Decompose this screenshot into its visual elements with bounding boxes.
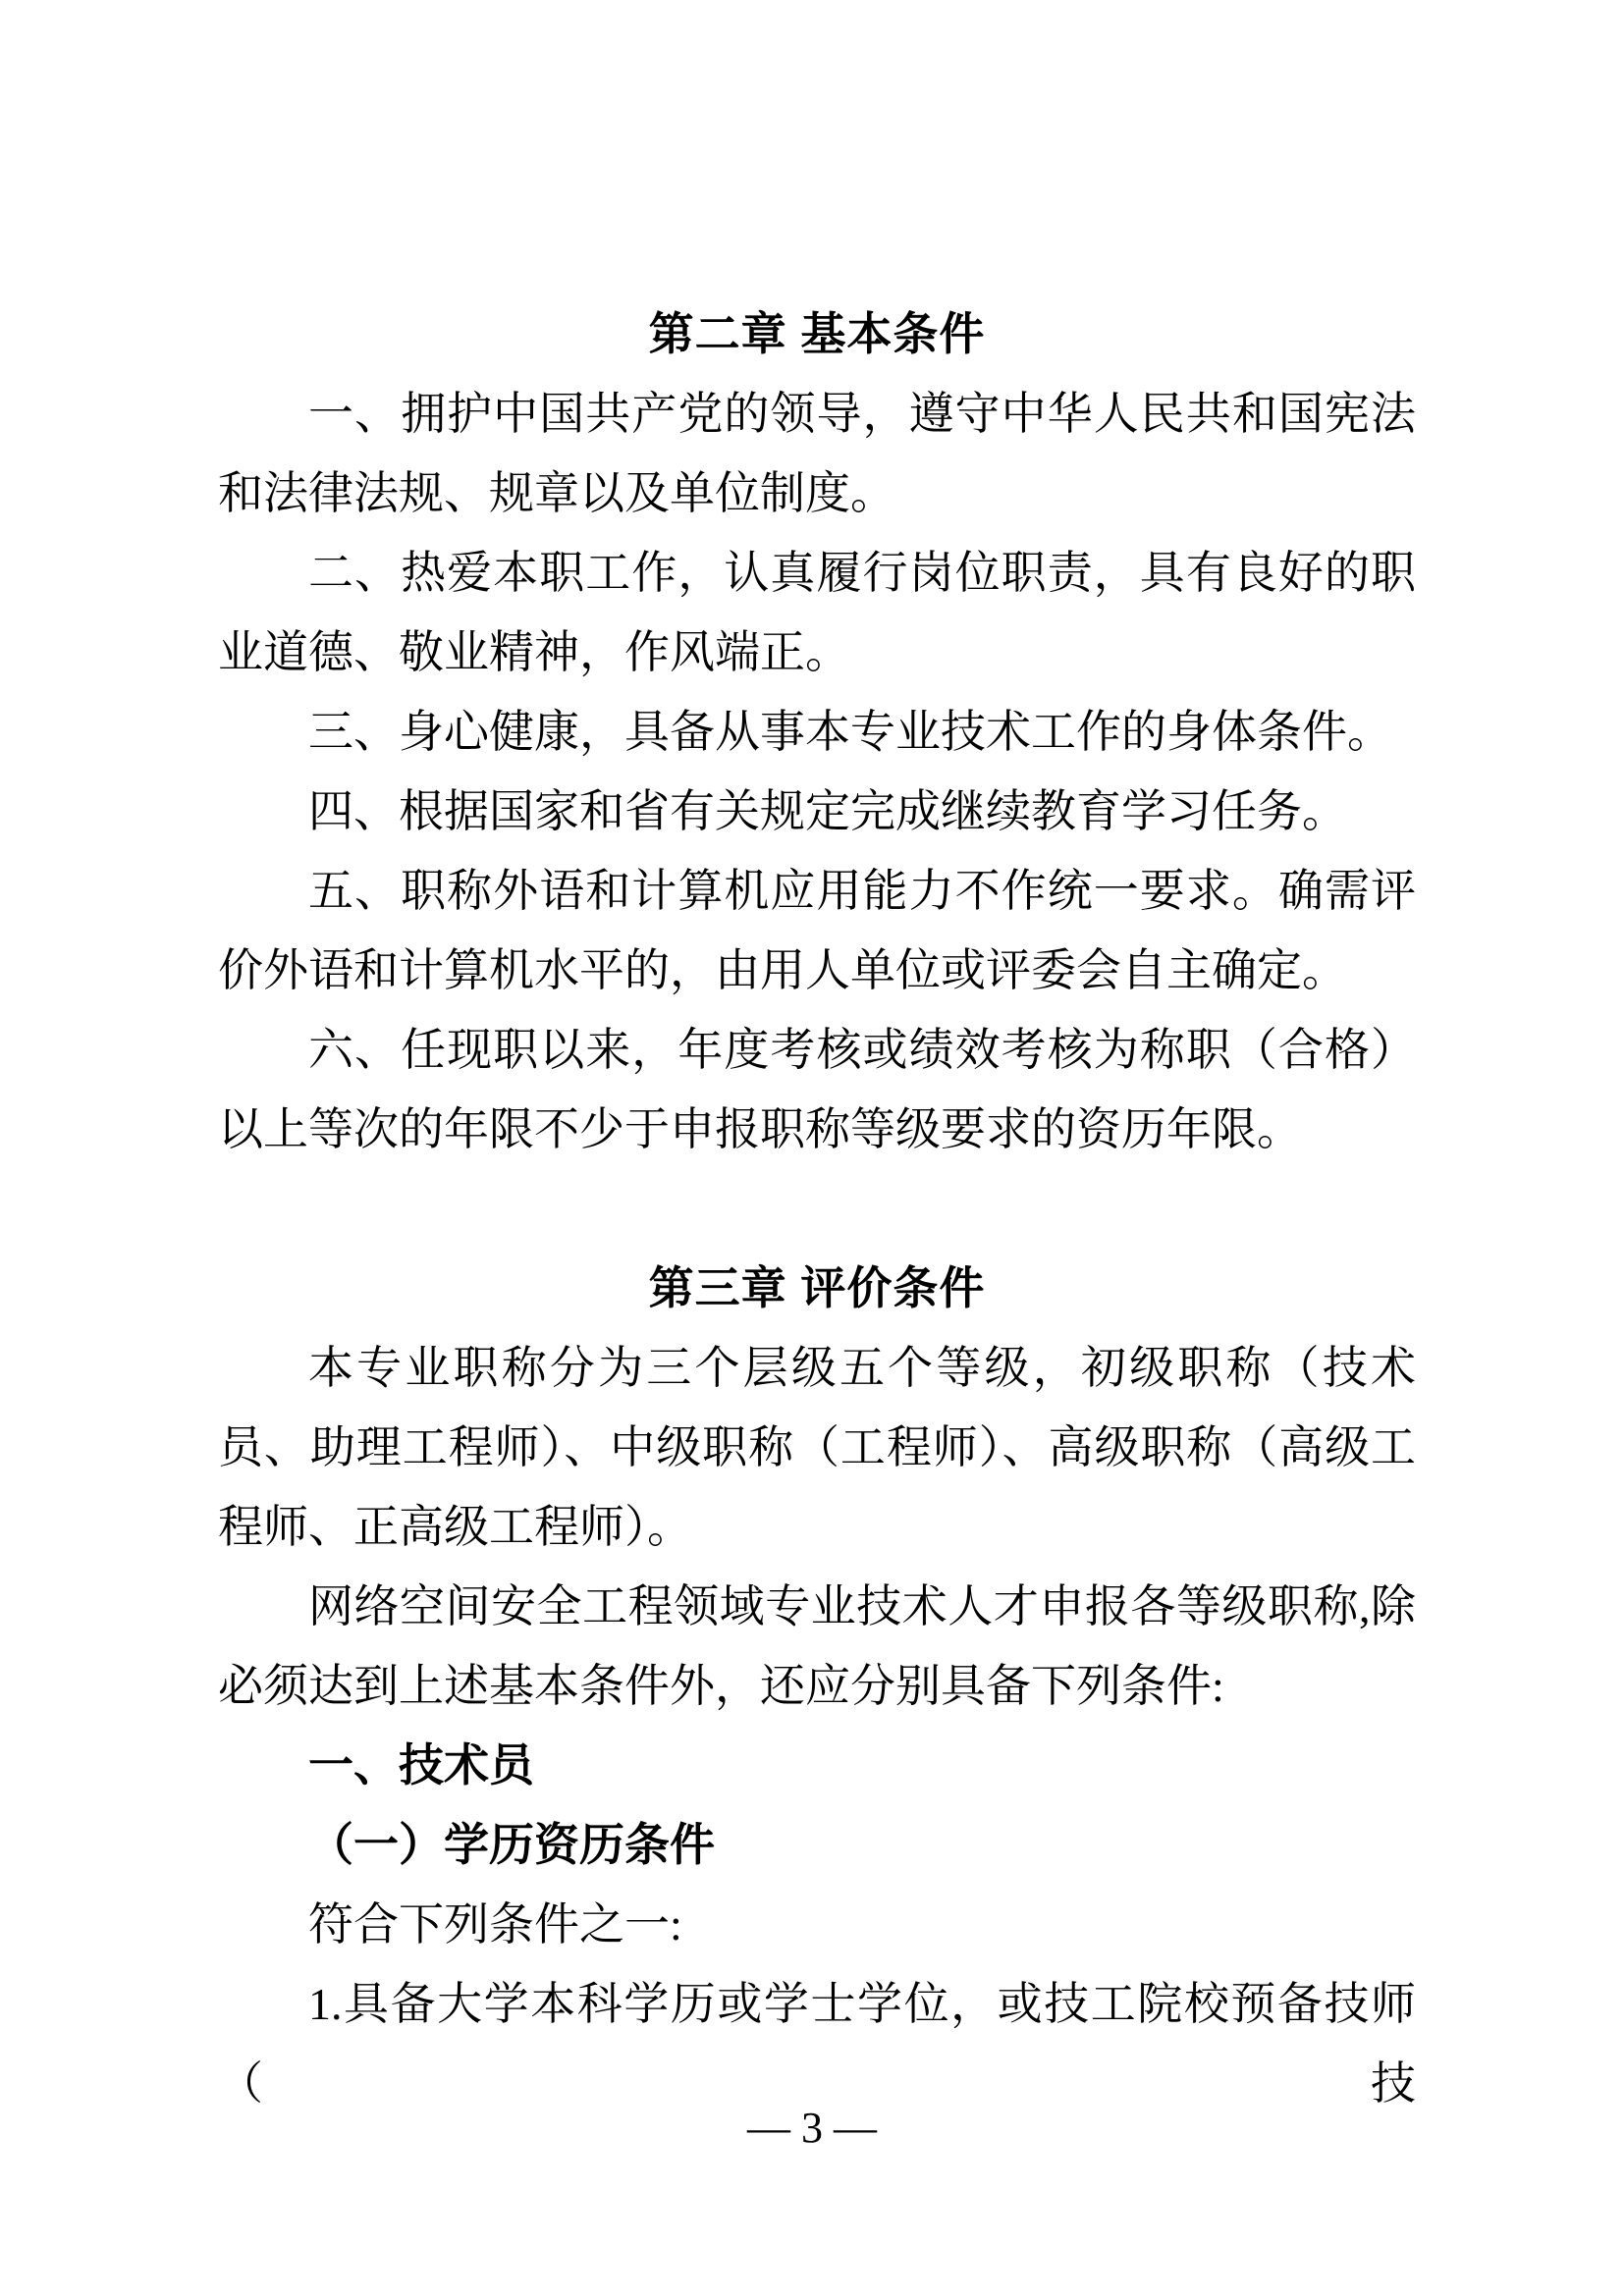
heading-education-seniority-conditions: （一）学历资历条件 [308, 1820, 715, 1870]
page-footer [0, 2099, 1624, 2158]
paragraph: 四、根据国家和省有关规定完成继续教育学习任务。 [308, 786, 1347, 836]
paragraph: 网络空间安全工程领域专业技术人才申报各等级职称,除必须达到上述基本条件外，还应分别具备下列条件: [218, 1581, 1416, 1711]
chapter-3-title: 第三章 评价条件 [648, 1262, 986, 1313]
heading-technician: 一、技术员 [308, 1739, 534, 1790]
paragraph: 六、任现职以来，年度考核或绩效考核为称职（合格）以上等次的年限不少于申报职称等级要求的资历年限。 [218, 1025, 1416, 1154]
paragraph: 符合下列条件之一: [308, 1899, 682, 1949]
paragraph: 一、拥护中国共产党的领导，遵守中华人民共和国宪法和法律法规、规章以及单位制度。 [218, 389, 1416, 518]
paragraph: 五、职称外语和计算机应用能力不作统一要求。确需评价外语和计算机水平的，由用人单位或评委会自主确定。 [218, 866, 1416, 995]
paragraph: 1.具备大学本科学历或学士学位，或技工院校预备技师（技 [218, 1979, 1416, 2109]
chapter-2-title: 第二章 基本条件 [648, 308, 986, 359]
paragraph: 二、热爱本职工作，认真履行岗位职责，具有良好的职业道德、敬业精神，作风端正。 [218, 548, 1416, 677]
page-content [218, 294, 1416, 2123]
paragraph: 三、身心健康，具备从事本专业技术工作的身体条件。 [308, 707, 1392, 757]
paragraph: 本专业职称分为三个层级五个等级，初级职称（技术员、助理工程师）、中级职称（工程师）、高级职称（高级工程师、正高级工程师）。 [218, 1343, 1416, 1552]
page-number: — 3 — [747, 2104, 877, 2152]
